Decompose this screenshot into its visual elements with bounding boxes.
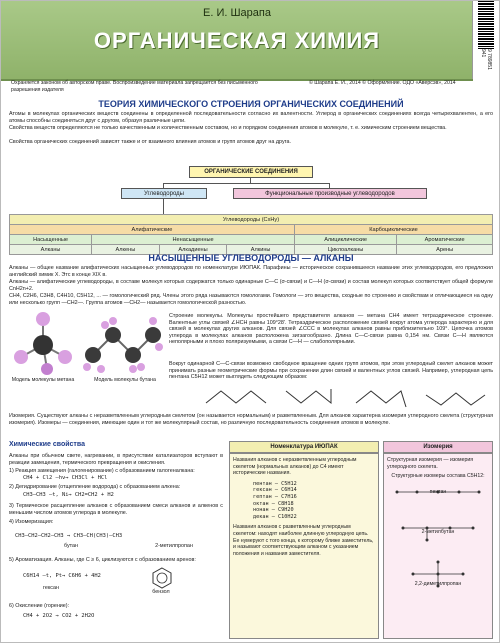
reaction-4: 4) Изомеризация:	[9, 519, 54, 525]
methane-caption: Модель молекулы метана	[11, 377, 75, 383]
class-arenes: Арены	[397, 245, 493, 255]
list-item: пентан — C5H12	[253, 480, 297, 487]
methane-model-icon	[11, 311, 75, 375]
reaction-5-formula: C6H14 —t, Pt→ C6H6 + 4H2	[23, 573, 101, 579]
copyright-notice: Охраняется законом об авторском праве. Воспроизведение материала запрещается без письменного разрешения издателя	[11, 80, 258, 93]
scheme-connector	[163, 183, 329, 184]
page-title: ОРГАНИЧЕСКАЯ ХИМИЯ	[93, 28, 381, 53]
reaction-5-reactant: гексан	[43, 585, 59, 591]
reaction-5: 5) Ароматизация. Алканы, где C ≥ 6, циклизуются с образованием аренов:	[9, 557, 196, 563]
reaction-5-product: бензол	[152, 589, 170, 595]
reaction-4-reactant: бутан	[63, 543, 79, 549]
theory-paragraph-2: Свойства веществ определяются не только качественным и количественным составом, но и порядком соединения атомов в молекуле, т. е. химическим строением вещества.	[9, 125, 447, 131]
reaction-4-product: 2-метилпропан	[155, 543, 193, 549]
class-cycloalkanes: Циклоалканы	[294, 245, 396, 255]
reaction-6-formula: CH4 + 2O2 → CO2 + 2H2O	[23, 613, 95, 619]
class-alkadienes: Алкадиены	[159, 245, 227, 255]
barcode-number: 9 789851 941	[480, 49, 492, 71]
chem-title: Химические свойства	[9, 441, 85, 448]
class-alkynes: Алкины	[227, 245, 295, 255]
reaction-1-formula: CH4 + Cl2 —hν→ CH3Cl + HCl	[23, 475, 108, 481]
class-alkanes: Алканы	[10, 245, 92, 255]
reaction-3: 3) Термическое расщепление алканов с образованием смеси алканов и алкенов с меньшим числом атомов углерода в молекуле.	[9, 503, 223, 516]
class-alkenes: Алкены	[92, 245, 160, 255]
isomerism-panel	[383, 453, 493, 639]
list-item: октан — C8H18	[253, 500, 294, 507]
copyright-publisher: © Шарапа Е. И., 2014 © Оформление. ОДО «Аверсэв», 2014	[309, 80, 456, 86]
isomer-2-methylbutane: 2-метилбутан	[421, 529, 455, 535]
reaction-1: 1) Реакция замещения (галогенирование) с образованием галогеналкана:	[9, 468, 195, 474]
nomenclature-panel	[229, 453, 379, 639]
class-row-hydrocarbons: Углеводороды (CxHy)	[10, 215, 493, 225]
barcode	[472, 1, 499, 79]
reaction-4-formula: CH3—CH2—CH2—CH3 → CH3—CH(CH3)—CH3	[15, 533, 123, 539]
class-aromatic: Ароматические	[397, 235, 493, 245]
isomerism-paragraph: Изомерия. Существуют алканы с неразветвленным углеродным скелетом (он называется нормальным) и разветвленным. Для алканов характерна изомерия углеродного скелета (структурная изомерия). Изомеры — соединения, имеющие один и тот же молекулярный состав, но различную последовательность соединения атомов в молекуле.	[9, 413, 493, 426]
reaction-6: 6) Окисление (горение):	[9, 603, 70, 609]
alkanes-general-formula: Алканы — алифатические углеводороды, в составе молекул которых содержатся только одинарные C—C (σ-связи) и C—H (σ-связи) и состав молекул которых соответствует общей формуле CnH2n+2.	[9, 279, 493, 292]
homologous-series: CH4, C2H6, C3H8, C4H10, C5H12, ... — гомологический ряд. Члены этого ряда называются гомологами. Гомологи — это вещества, сходные по строению и свойствам и отличающиеся на одну или несколько групп —CH2—. Группа атомов —CH2— называется гомологической разностью.	[9, 293, 493, 306]
header-banner	[1, 1, 473, 81]
butane-model-icon	[83, 307, 163, 377]
classification-table	[9, 214, 493, 255]
chem-intro: Алканы при обычном свете, нагревании, в присутствии катализаторов вступают в реакции замещения, термического превращения и окисления.	[9, 453, 223, 466]
isomerism-definition: Структурная изомерия — изомерия углеродного скелета.	[387, 457, 474, 470]
isomer-2-2-dimethylpropane: 2,2-диметилпропан	[414, 581, 462, 587]
class-aliphatic: Алифатические	[10, 225, 295, 235]
reaction-2: 2) Дегидрирование (отщепление водорода) с образованием алкена:	[9, 484, 181, 490]
free-rotation: Вокруг одинарной C—C-связи возможно свободное вращение одних групп атомов, при этом углеродный скелет алканов может принимать разные геометрические формы при сохранении длин связей и валентных углов связей. Например, углеродная цепь пентана C5H12 может выглядеть следующим образом:	[169, 361, 493, 381]
list-item: нонан — C9H20	[253, 507, 294, 514]
scheme-derivatives: Функциональные производные углеводородов	[233, 188, 427, 199]
reaction-2-formula: CH3—CH3 —t, Ni→ CH2=CH2 + H2	[23, 492, 114, 498]
theory-paragraph-3: Свойства органических соединений зависят также и от взаимного влияния атомов и групп атомов друг на друга.	[9, 139, 291, 145]
pentane-chain-shapes	[201, 381, 491, 411]
butane-caption: Модель молекулы бутана	[94, 377, 156, 383]
list-item: гептан — C7H16	[253, 493, 297, 500]
theory-title: ТЕОРИЯ ХИМИЧЕСКОГО СТРОЕНИЯ ОРГАНИЧЕСКИХ СОЕДИНЕНИЙ	[98, 99, 404, 109]
isomerism-header: Изомерия	[383, 441, 493, 453]
list-item: гексан — C6H14	[253, 487, 297, 494]
class-saturated: Насыщенные	[10, 235, 92, 245]
class-carbocyclic: Карбоциклические	[294, 225, 492, 235]
benzene-ring-icon	[151, 567, 173, 589]
isomer-pentane: пентан	[429, 489, 447, 495]
alkanes-definition: Алканы — общее название алифатических насыщенных углеводородов по номенклатуре ИЮПАК. Парафины — историческое сохранившееся название этих углеводородов, его предложил английский химик Х. Этс в конце XIX в.	[9, 265, 493, 278]
nomenclature-header: Номенклатура ИЮПАК	[229, 441, 379, 453]
alkanes-title: НАСЫЩЕННЫЕ УГЛЕВОДОРОДЫ — АЛКАНЫ	[148, 253, 354, 263]
nomenclature-intro: Названия алканов с неразветвленным углеродным скелетом (нормальных алканов) до C4 имеют исторические названия.	[233, 457, 357, 477]
scheme-connector	[163, 199, 164, 214]
class-unsaturated: Ненасыщенные	[92, 235, 295, 245]
nomenclature-branched: Названия алканов с разветвленным углеродным скелетом: находят наиболее длинную углеродную цепь. Ее нумеруют с того конца, к которому ближе заместитель, и называют соответствующим алканом с указанием положения и названия заместителя.	[233, 524, 374, 557]
nomenclature-list	[253, 481, 375, 521]
isomerism-subtitle: Структурные изомеры состава C5H12:	[391, 473, 485, 480]
class-alicyclic: Алициклические	[294, 235, 396, 245]
molecule-structure: Строение молекулы. Молекулы простейшего представителя алканов — метана CH4 имеет тетраэдрическое строение. Валентные углы связей ∠HCH равны 109°28'. Тетраэдрическое расположение связей вокруг атома углерода характерно и для связей в молекулах других алканов. Для связей ∠CCC в молекулах алканов равны приблизительно 109°. Цепочка атомов углерода в молекулах алканов расположена зигзагообразно. Длина C—C-связи равна 0,154 нм. Связи C—H являются неполярными и плохо поляризуемыми, а связи C—H — слабополярными.	[169, 313, 493, 346]
list-item: декан — C10H22	[253, 513, 297, 520]
barcode-bars-icon	[478, 1, 494, 49]
scheme-root: ОРГАНИЧЕСКИЕ СОЕДИНЕНИЯ	[189, 166, 313, 178]
theory-paragraph-1: Атомы в молекулах органических веществ соединены в определенной последовательности согласно их валентности. Углерод в органических соединениях всегда четырехвалентен, а его атомы способны соединяться друг с другом, образуя различные цепи.	[9, 111, 493, 124]
scheme-hydrocarbons: Углеводороды	[121, 188, 207, 199]
author-name: Е. И. Шарапа	[203, 7, 271, 19]
